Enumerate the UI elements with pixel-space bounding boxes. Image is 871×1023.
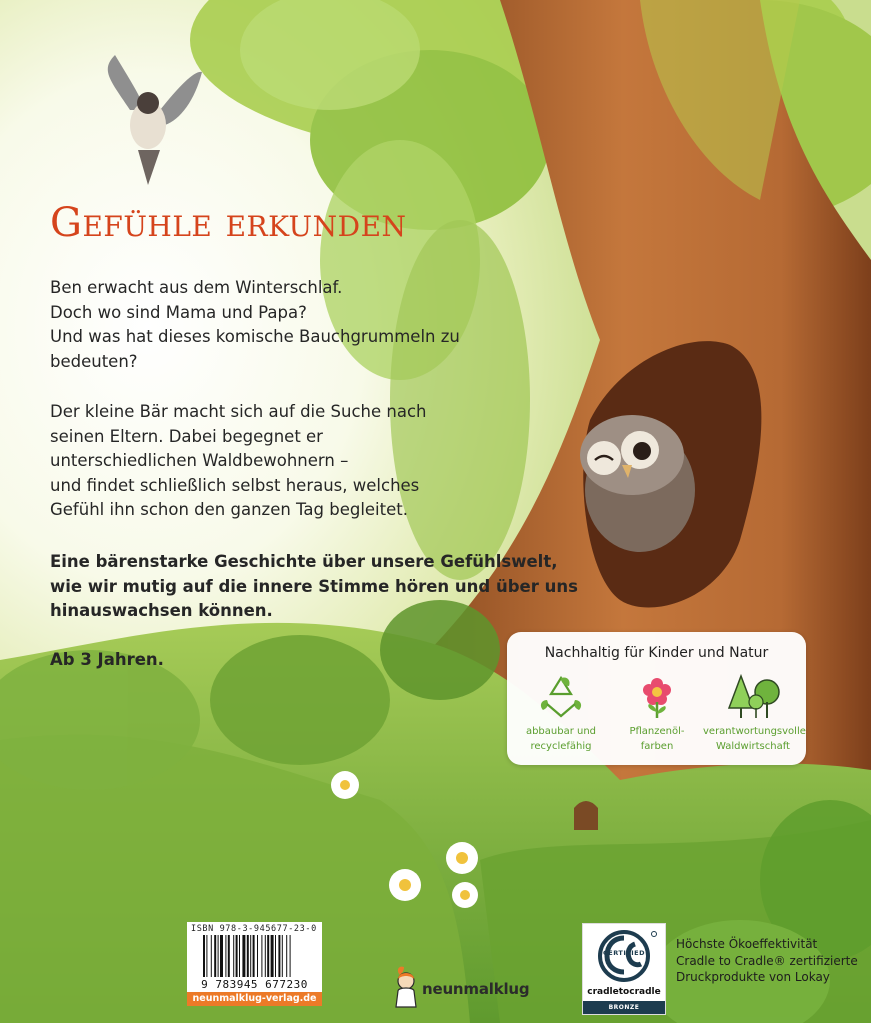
trees-icon — [723, 674, 783, 720]
recycle-leaves-icon — [537, 674, 585, 720]
barcode-icon — [203, 935, 308, 977]
tree-door — [574, 801, 598, 830]
c2c-brand: cradletocradle — [587, 987, 661, 997]
flower-icon — [633, 674, 681, 720]
ean-digits: 9 783945 677230 — [201, 978, 308, 991]
publisher-name: neunmalklug — [422, 980, 530, 998]
c2c-level: BRONZE — [583, 1001, 665, 1014]
isbn-number: ISBN 978-3-945677-23-0 — [191, 924, 317, 934]
eco-item-plant-oil-colors: Pflanzenöl- farben — [607, 674, 707, 754]
blurb-paragraph-1: Ben erwacht aus dem Winterschlaf. Doch wo sind Mama und Papa? Und was hat dieses komische Bauchgrummeln zu bedeuten? — [50, 278, 460, 371]
sustainability-card — [507, 632, 806, 765]
eco-item-forestry: verantwortungsvolle Waldwirtschaft — [703, 674, 803, 754]
blurb-highlight: Eine bärenstarke Geschichte über unsere Gefühlswelt, wie wir mutig auf die innere Stimme hören und über uns hinauswachsen können. — [50, 552, 578, 620]
publisher-url: neunmalklug-verlag.de — [187, 992, 322, 1006]
cradle-to-cradle-badge — [582, 923, 666, 1015]
book-title: Gefühle erkunden — [50, 200, 407, 246]
isbn-barcode-box — [187, 922, 322, 1006]
eco-item-recyclable: abbaubar und recyclefähig — [511, 674, 611, 754]
blurb-paragraph-2: Der kleine Bär macht sich auf die Suche nach seinen Eltern. Dabei begegnet er unterschiedlichen Waldbewohnern – und findet schließlich selbst heraus, welches Gefühl ihn schon den ganzen Tag begleitet. — [50, 402, 427, 519]
c2c-certified-label: CERTIFIED — [603, 949, 645, 957]
sustainability-title: Nachhaltig für Kinder und Natur — [544, 645, 769, 661]
age-recommendation: Ab 3 Jahren. — [50, 650, 164, 669]
c2c-description: Höchste Ökoeffektivität Cradle to Cradle® zertifizierte Druckprodukte von Lokay — [676, 937, 858, 984]
publisher-mascot-icon — [392, 965, 420, 1009]
